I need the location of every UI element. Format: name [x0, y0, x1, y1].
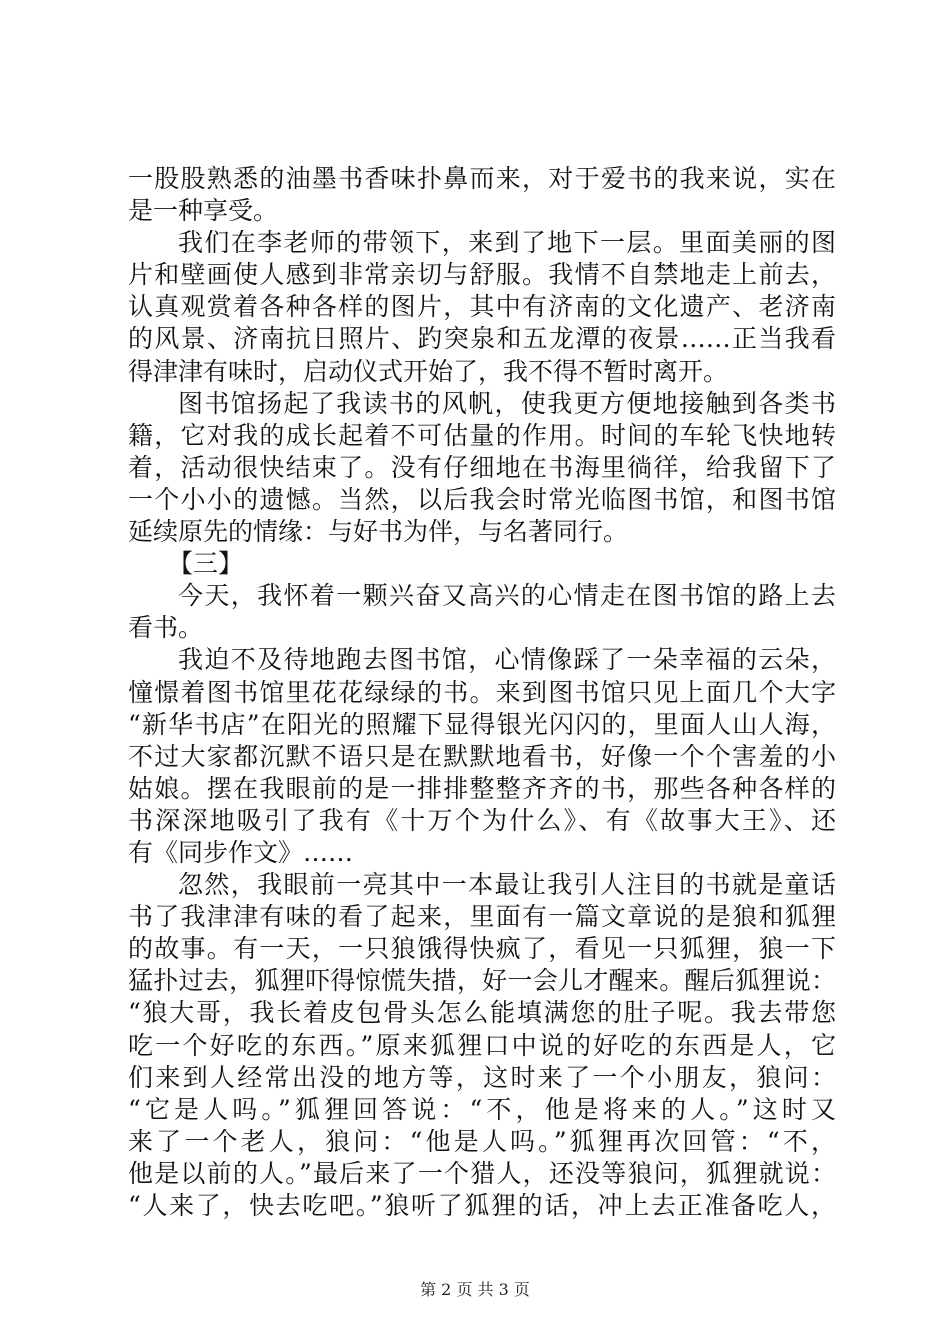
text-line: 认真观赏着各种各样的图片，其中有济南的文化遗产、老济南 [128, 292, 836, 322]
text-line: 不过大家都沉默不语只是在默默地看书，好像一个个害羞的小 [128, 741, 836, 771]
text-line: 吃一个好吃的东西。”原来狐狸口中说的好吃的东西是人，它 [128, 1030, 836, 1060]
text-line: 【三】 [168, 549, 244, 579]
text-line: “它是人吗。”狐狸回答说：“不，他是将来的人。”这时又 [128, 1094, 836, 1124]
text-line: 我迫不及待地跑去图书馆，心情像踩了一朵幸福的云朵， [178, 645, 836, 675]
text-line: 籍，它对我的成长起着不可估量的作用。时间的车轮飞快地转 [128, 420, 836, 450]
text-line: “狼大哥，我长着皮包骨头怎么能填满您的肚子呢。我去带您 [128, 998, 836, 1028]
text-line: 他是以前的人。”最后来了一个猎人，还没等狼问，狐狸就说： [128, 1158, 836, 1188]
text-line: 书了我津津有味的看了起来，里面有一篇文章说的是狼和狐狸 [128, 902, 836, 932]
text-line: “人来了，快去吃吧。”狼听了狐狸的话，冲上去正准备吃人， [128, 1191, 836, 1220]
text-line: 忽然，我眼前一亮其中一本最让我引人注目的书就是童话 [178, 870, 836, 900]
text-line: 我们在李老师的带领下，来到了地下一层。里面美丽的图 [178, 228, 836, 258]
text-line: 一个小小的遗憾。当然，以后我会时常光临图书馆，和图书馆 [128, 484, 836, 514]
text-line: 一股股熟悉的油墨书香味扑鼻而来，对于爱书的我来说，实在 [128, 164, 836, 193]
text-line: 有《同步作文》…… [128, 837, 354, 867]
text-line: 猛扑过去，狐狸吓得惊慌失措，好一会儿才醒来。醒后狐狸说： [128, 966, 836, 996]
text-line: 书深深地吸引了我有《十万个为什么》、有《故事大王》、还 [128, 805, 836, 835]
text-line: 今天，我怀着一颗兴奋又高兴的心情走在图书馆的路上去 [178, 581, 836, 611]
text-line: 看书。 [128, 613, 204, 643]
text-line: 来了一个老人，狼问：“他是人吗。”狐狸再次回管：“不， [128, 1126, 836, 1156]
text-line: 的故事。有一天，一只狼饿得快疯了，看见一只狐狸，狼一下 [128, 934, 836, 964]
text-line: 憧憬着图书馆里花花绿绿的书。来到图书馆只见上面几个大字 [128, 677, 836, 707]
text-line: 得津津有味时，启动仪式开始了，我不得不暂时离开。 [128, 356, 729, 386]
text-line: 延续原先的情缘：与好书为伴，与名著同行。 [128, 517, 629, 547]
body-text [128, 163, 836, 1222]
text-line: “新华书店”在阳光的照耀下显得银光闪闪的，里面人山人海， [128, 709, 836, 739]
text-line: 是一种享受。 [128, 196, 279, 226]
text-line: 片和壁画使人感到非常亲切与舒服。我情不自禁地走上前去， [128, 260, 836, 290]
text-line: 的风景、济南抗日照片、趵突泉和五龙潭的夜景……正当我看 [128, 324, 836, 354]
text-line: 们来到人经常出没的地方等，这时来了一个小朋友，狼问： [128, 1062, 836, 1092]
text-line: 姑娘。摆在我眼前的是一排排整整齐齐的书，那些各种各样的 [128, 773, 836, 803]
text-line: 着，活动很快结束了。没有仔细地在书海里徜徉，给我留下了 [128, 452, 836, 482]
text-line: 图书馆扬起了我读书的风帆，使我更方便地接触到各类书 [178, 388, 836, 418]
page-footer: 第 2 页 共 3 页 [420, 1280, 530, 1299]
